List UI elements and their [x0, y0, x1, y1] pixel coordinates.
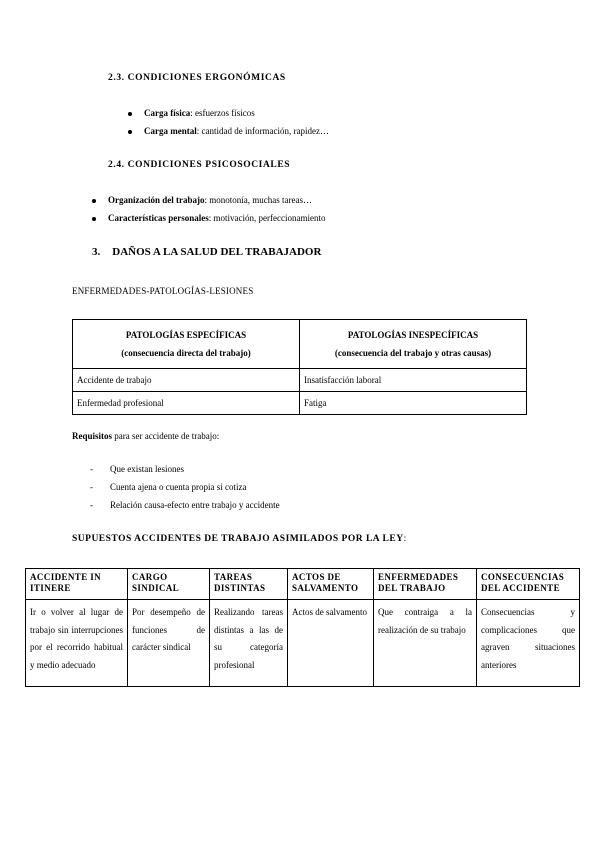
item-text: : cantidad de información, rapidez…	[196, 126, 329, 136]
requisitos-label: Requisitos	[72, 431, 113, 441]
list-item	[128, 126, 329, 136]
dash-marker: -	[90, 482, 93, 492]
header-cell: TAREAS DISTINTAS	[210, 569, 288, 600]
table-row	[26, 600, 580, 687]
list-item	[92, 213, 325, 223]
bullet-icon	[128, 130, 132, 134]
table-cell: Que contraiga a la realización de su trabajo	[374, 600, 477, 687]
dash-marker: -	[90, 464, 93, 474]
requisitos-paragraph	[72, 431, 219, 441]
table-row	[73, 392, 527, 415]
section-title: DAÑOS A LA SALUD DEL TRABAJADOR	[112, 246, 322, 258]
supuestos-colon: :	[403, 534, 407, 544]
table-cell: Fatiga	[300, 392, 527, 415]
section-number: 3.	[92, 246, 101, 258]
item-text: : monotonía, muchas tareas…	[204, 195, 312, 205]
bullet-icon	[128, 112, 132, 116]
item-text: : motivación, perfeccionamiento	[208, 213, 326, 223]
section-2-4-title: 2.4. CONDICIONES PSICOSOCIALES	[108, 160, 291, 170]
list-item	[128, 108, 255, 118]
list-item	[90, 482, 246, 492]
table-cell: Enfermedad profesional	[73, 392, 300, 415]
header-line: (consecuencia directa del trabajo)	[121, 348, 251, 358]
table-cell: Accidente de trabajo	[73, 369, 300, 392]
supuestos-table	[25, 568, 580, 687]
item-text: Que existan lesiones	[110, 464, 184, 474]
header-inespecificas	[300, 320, 527, 369]
table-cell: Consecuencias y complicaciones que agraven situaciones anteriores	[477, 600, 580, 687]
bullet-icon	[92, 217, 96, 221]
item-label: Carga mental	[144, 126, 197, 136]
header-line: PATOLOGÍAS ESPECÍFICAS	[125, 330, 247, 340]
header-cell: CONSECUENCIAS DEL ACCIDENTE	[477, 569, 580, 600]
table-cell: Ir o volver al lugar de trabajo sin interrupciones por el recorrido habitual y medio adecuado	[26, 600, 128, 687]
header-line: (consecuencia del trabajo y otras causas)	[334, 348, 492, 358]
dash-marker: -	[90, 500, 93, 510]
enfermedades-title: ENFERMEDADES-PATOLOGÍAS-LESIONES	[72, 286, 254, 296]
item-text: Relación causa-efecto entre trabajo y accidente	[110, 500, 280, 510]
requisitos-text: para ser accidente de trabajo:	[112, 431, 220, 441]
header-cell: CARGO SINDICAL	[128, 569, 210, 600]
item-text: : esfuerzos físicos	[190, 108, 255, 118]
table-cell: Realizando tareas distintas a las de su categoría profesional	[210, 600, 288, 687]
table-cell: Por desempeño de funciones de carácter sindical	[128, 600, 210, 687]
item-label: Organización del trabajo	[108, 195, 205, 205]
patologias-table	[72, 319, 527, 415]
item-label: Características personales	[108, 213, 209, 223]
section-3-heading	[92, 246, 321, 258]
header-cell: ACTOS DE SALVAMENTO	[288, 569, 374, 600]
item-text: Cuenta ajena o cuenta propia si cotiza	[110, 482, 247, 492]
header-line: PATOLOGÍAS INESPECÍFICAS	[347, 330, 479, 340]
list-item	[92, 195, 312, 205]
supuestos-title	[72, 534, 407, 544]
list-item	[90, 464, 184, 474]
table-cell: Actos de salvamento	[288, 600, 374, 687]
list-item	[90, 500, 280, 510]
header-especificas	[73, 320, 300, 369]
table-header-row	[26, 569, 580, 600]
table-row	[73, 369, 527, 392]
bullet-icon	[92, 199, 96, 203]
supuestos-title-text: SUPUESTOS ACCIDENTES DE TRABAJO ASIMILADOS POR LA LEY	[72, 534, 404, 544]
item-label: Carga física	[144, 108, 191, 118]
header-cell: ENFERMEDADES DEL TRABAJO	[374, 569, 477, 600]
table-cell: Insatisfacción laboral	[300, 369, 527, 392]
header-cell: ACCIDENTE IN ITINERE	[26, 569, 128, 600]
section-2-3-title: 2.3. CONDICIONES ERGONÓMICAS	[108, 73, 286, 83]
